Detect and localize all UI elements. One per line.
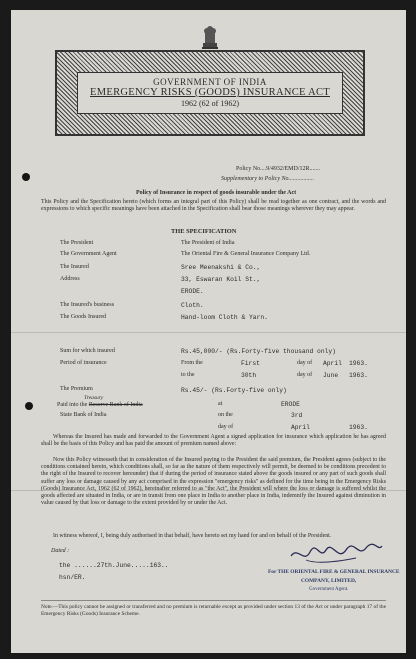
stamp-line-2: COMPANY, LIMITED, [301, 578, 357, 584]
period-to-month: June [323, 372, 339, 379]
paid-day-value: April [291, 424, 310, 431]
paid-on-value: 3rd [291, 412, 303, 419]
period-label: Period of insurance [60, 360, 107, 366]
paid-at-label: at [218, 401, 223, 407]
sum-label: Sum for which insured [60, 348, 115, 354]
stamp-line-1: For THE ORIENTAL FIRE & GENERAL INSURANCE [268, 569, 400, 575]
intro-title: Policy of Insurance in respect of goods insurable under the Act [136, 190, 297, 196]
stamp-line-3: Government Agent. [309, 587, 349, 592]
intro-text: This Policy and the Specification hereto (which forms an integral part of this Policy) shall be read together as one contract, and the words and expressions to which specific meanings have been attached in the Specification shall bear those meanings wherever they may appear. [41, 199, 386, 213]
header-line-2: EMERGENCY RISKS (GOODS) INSURANCE ACT [90, 87, 330, 98]
policy-document [11, 10, 406, 653]
paid-inserted-word: Treasury [84, 395, 104, 401]
paid-label [57, 402, 143, 408]
body-paragraph-1: Whereas the Insured has made and forwarded to the Government Agent a signed application for insurance which application he has agreed shall be the basis of this Policy and has paid the amount of premium named above: [41, 434, 386, 448]
spec-label-president: The President [60, 240, 94, 246]
spec-label-agent: The Government Agent [60, 251, 117, 257]
spec-value-address: 33, Eswaran Koil St., [181, 276, 261, 283]
note-divider [41, 600, 386, 601]
paid-year-value: 1963. [349, 424, 368, 431]
spec-label-goods: The Goods Insured [60, 314, 106, 320]
national-emblem-icon [200, 25, 220, 51]
paid-on-label: on the [218, 412, 233, 418]
note-text: Note.—This policy cannot be assigned or transferred and no premium is returnable except as provided under section 13 of the Act or under paragraph 17 of the Emergency Risks (Goods) Insurance Scheme. [41, 604, 386, 617]
dated-label: Dated : [51, 548, 70, 554]
period-from-month: April [323, 360, 342, 367]
title-box [77, 72, 343, 114]
premium-value: Rs.45/- (Rs.Forty-five only) [181, 387, 287, 394]
punch-hole [25, 402, 33, 410]
period-to-year: 1963. [349, 372, 368, 379]
period-to-day: 30th [241, 372, 257, 379]
spec-value-president: The President of India [181, 240, 235, 246]
paid-at-value: ERODE [281, 401, 300, 408]
header-line-1: GOVERNMENT OF INDIA [153, 77, 267, 87]
supplementary-policy: Supplementary to Policy No................. [221, 176, 314, 182]
paid-day-label: day of [218, 424, 234, 430]
title-banner [55, 50, 365, 136]
signature-icon [286, 538, 386, 568]
policy-number: Policy No....9/4932/EMD/12R....... [236, 166, 321, 172]
body-paragraph-3: In witness whereof, I, being duly authorised in that behalf, have hereto set my hand for and on behalf of the President. [53, 533, 332, 539]
spec-value-insured: Sree Meenakshi & Co., [181, 264, 261, 271]
period-from-day: First [241, 360, 260, 367]
period-to-text: to the [181, 372, 195, 378]
specification-title: THE SPECIFICATION [171, 228, 237, 235]
spec-value-city: ERODE. [181, 288, 204, 295]
fold-line [11, 332, 406, 333]
dated-initials: hsn/ER. [59, 574, 86, 581]
paid-struck-text: Reserve Bank of India [88, 402, 143, 408]
spec-value-business: Cloth. [181, 302, 204, 309]
period-from-text: From the [181, 360, 203, 366]
spec-label-insured: The Insured [60, 264, 89, 270]
paid-prefix: Paid into the [57, 402, 88, 408]
punch-hole [22, 173, 30, 181]
header-line-3: 1962 (62 of 1962) [181, 99, 239, 108]
paid-label-2: State Bank of India [60, 412, 107, 418]
spec-value-agent: The Oriental Fire & General Insurance Company Ltd. [181, 251, 311, 257]
spec-label-business: The Insured's business [60, 302, 115, 308]
spec-value-goods: Hand-loom Cloth & Yarn. [181, 314, 268, 321]
spec-label-address: Address [60, 276, 80, 282]
period-from-year: 1963. [349, 360, 368, 367]
body-paragraph-2: Now this Policy witnesseth that in consideration of the Insured paying to the President the said premium, the President agrees (subject to the conditions contained herein, which conditions shall, so far as the nature of them respectively will permit, be deemed to be conditions precedent to the right of the Insured to recover hereunder) that if during the period of insurance stated above the goods insured or any part of such goods shall suffer any loss or damage caused by any act comprised in the expression "emergency risks" as defined for the time being in the Emergency Risks (Goods) Insurance Act, 1962 (62 of 1962), hereinafter referred to as "the Act", the President will where the loss or damage is suffered whilst the goods affected are situated in India, or are in transit from one place in India to another place in India, indemnify the Insured against diminution in value caused by that loss or damage to the extent provided by or under the Act. [41, 457, 386, 507]
dated-value: the ......27th.June.....163.. [59, 562, 169, 569]
sum-value: Rs.45,000/- (Rs.Forty-five thousand only) [181, 348, 336, 355]
period-day-of-2: day of [297, 372, 313, 378]
premium-label: The Premium [60, 386, 93, 392]
period-day-of: day of [297, 360, 313, 366]
